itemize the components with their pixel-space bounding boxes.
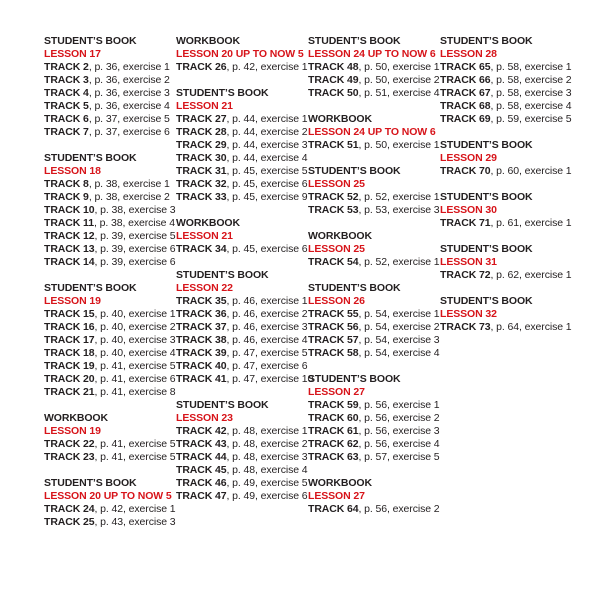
section-heading: STUDENT’S BOOK	[440, 139, 533, 151]
track-reference: , p. 48, exercise 3	[226, 451, 308, 463]
track-item	[176, 490, 313, 503]
track-item	[176, 373, 313, 386]
track-label: TRACK 17	[44, 334, 95, 346]
column-1	[44, 35, 176, 542]
lesson-title: LESSON 24 UP TO NOW 6	[308, 48, 436, 60]
track-reference: , p. 44, exercise 1	[226, 113, 308, 125]
lesson-title: LESSON 21	[176, 100, 233, 112]
track-reference: , p. 40, exercise 1	[94, 308, 176, 320]
track-label: TRACK 46	[176, 477, 227, 489]
track-reference: , p. 41, exercise 5	[94, 360, 176, 372]
track-item	[176, 139, 313, 152]
track-reference: , p. 38, exercise 1	[88, 178, 170, 190]
lesson-title: LESSON 20 UP TO NOW 5	[44, 490, 172, 502]
track-label: TRACK 55	[308, 308, 359, 320]
lesson-title: LESSON 19	[44, 295, 101, 307]
track-label: TRACK 68	[440, 100, 491, 112]
track-reference: , p. 45, exercise 6	[226, 178, 308, 190]
track-reference: , p. 40, exercise 3	[94, 334, 176, 346]
track-item	[44, 126, 176, 139]
track-reference: , p. 54, exercise 4	[358, 347, 440, 359]
lesson-title: LESSON 24 UP TO NOW 6	[308, 126, 436, 138]
track-label: TRACK 57	[308, 334, 359, 346]
lesson-title: LESSON 27	[308, 386, 365, 398]
column-2	[176, 35, 313, 516]
track-item	[176, 334, 313, 347]
track-label: TRACK 35	[176, 295, 227, 307]
track-item	[308, 61, 440, 74]
track-label: TRACK 32	[176, 178, 227, 190]
track-reference: , p. 56, exercise 1	[358, 399, 440, 411]
track-item	[176, 464, 313, 477]
lesson-title: LESSON 32	[440, 308, 497, 320]
track-item	[44, 373, 176, 386]
track-label: TRACK 6	[44, 113, 89, 125]
section-heading: STUDENT’S BOOK	[440, 295, 533, 307]
lesson-title: LESSON 22	[176, 282, 233, 294]
track-item	[44, 243, 176, 256]
track-label: TRACK 13	[44, 243, 95, 255]
track-label: TRACK 8	[44, 178, 89, 190]
track-item	[308, 425, 440, 438]
track-item	[44, 386, 176, 399]
track-reference: , p. 58, exercise 4	[490, 100, 572, 112]
track-item	[44, 113, 176, 126]
track-label: TRACK 51	[308, 139, 359, 151]
section-heading: WORKBOOK	[308, 230, 372, 242]
track-item	[176, 321, 313, 334]
track-item	[44, 321, 176, 334]
track-item	[176, 113, 313, 126]
track-reference: , p. 43, exercise 3	[94, 516, 176, 528]
track-item	[44, 178, 176, 191]
track-item	[44, 74, 176, 87]
track-label: TRACK 59	[308, 399, 359, 411]
track-label: TRACK 2	[44, 61, 89, 73]
track-label: TRACK 27	[176, 113, 227, 125]
track-reference: , p. 44, exercise 3	[226, 139, 308, 151]
track-label: TRACK 47	[176, 490, 227, 502]
track-label: TRACK 15	[44, 308, 95, 320]
track-reference: , p. 41, exercise 8	[94, 386, 176, 398]
track-label: TRACK 49	[308, 74, 359, 86]
section-heading: STUDENT’S BOOK	[176, 87, 269, 99]
track-reference: , p. 58, exercise 1	[490, 61, 572, 73]
track-reference: , p. 40, exercise 4	[94, 347, 176, 359]
track-item	[308, 503, 440, 516]
track-label: TRACK 12	[44, 230, 95, 242]
track-label: TRACK 33	[176, 191, 227, 203]
track-section	[176, 35, 313, 74]
track-item	[176, 451, 313, 464]
track-section	[44, 35, 176, 139]
track-label: TRACK 73	[440, 321, 491, 333]
track-label: TRACK 34	[176, 243, 227, 255]
track-label: TRACK 72	[440, 269, 491, 281]
track-reference: , p. 58, exercise 2	[490, 74, 572, 86]
track-item	[176, 477, 313, 490]
track-label: TRACK 62	[308, 438, 359, 450]
track-section	[176, 269, 313, 386]
track-item	[440, 61, 572, 74]
track-reference: , p. 39, exercise 6	[94, 243, 176, 255]
track-item	[308, 412, 440, 425]
track-label: TRACK 63	[308, 451, 359, 463]
track-label: TRACK 61	[308, 425, 359, 437]
lesson-title: LESSON 25	[308, 243, 365, 255]
track-label: TRACK 39	[176, 347, 227, 359]
track-reference: , p. 46, exercise 2	[226, 308, 308, 320]
track-reference: , p. 46, exercise 4	[226, 334, 308, 346]
track-label: TRACK 5	[44, 100, 89, 112]
track-reference: , p. 46, exercise 1	[226, 295, 308, 307]
track-label: TRACK 21	[44, 386, 95, 398]
track-reference: , p. 36, exercise 1	[88, 61, 170, 73]
track-section	[176, 217, 313, 256]
track-item	[44, 230, 176, 243]
track-label: TRACK 65	[440, 61, 491, 73]
track-reference: , p. 52, exercise 1	[358, 256, 440, 268]
track-item	[176, 438, 313, 451]
section-heading: WORKBOOK	[308, 113, 372, 125]
track-section	[44, 412, 176, 464]
track-label: TRACK 43	[176, 438, 227, 450]
track-reference: , p. 56, exercise 4	[358, 438, 440, 450]
track-label: TRACK 40	[176, 360, 227, 372]
lesson-title: LESSON 27	[308, 490, 365, 502]
track-section	[308, 230, 440, 269]
track-reference: , p. 59, exercise 5	[490, 113, 572, 125]
lesson-title: LESSON 25	[308, 178, 365, 190]
section-heading: WORKBOOK	[176, 35, 240, 47]
section-heading: STUDENT’S BOOK	[44, 152, 137, 164]
track-item	[44, 100, 176, 113]
track-item	[176, 152, 313, 165]
track-label: TRACK 9	[44, 191, 89, 203]
track-reference: , p. 47, exercise 6	[226, 360, 308, 372]
track-item	[308, 74, 440, 87]
track-item	[308, 308, 440, 321]
track-reference: , p. 64, exercise 1	[490, 321, 572, 333]
lesson-title: LESSON 18	[44, 165, 101, 177]
track-item	[44, 347, 176, 360]
track-reference: , p. 48, exercise 4	[226, 464, 308, 476]
track-label: TRACK 11	[44, 217, 94, 229]
track-item	[440, 321, 572, 334]
track-item	[44, 256, 176, 269]
track-reference: , p. 51, exercise 4	[358, 87, 440, 99]
track-label: TRACK 4	[44, 87, 89, 99]
section-heading: STUDENT’S BOOK	[308, 282, 401, 294]
track-reference: , p. 39, exercise 5	[94, 230, 176, 242]
track-reference: , p. 36, exercise 4	[88, 100, 170, 112]
track-label: TRACK 71	[440, 217, 491, 229]
section-heading: STUDENT’S BOOK	[308, 165, 401, 177]
track-item	[440, 269, 572, 282]
track-reference: , p. 44, exercise 2	[226, 126, 308, 138]
track-item	[440, 87, 572, 100]
track-item	[44, 503, 176, 516]
track-reference: , p. 50, exercise 2	[358, 74, 440, 86]
track-reference: , p. 45, exercise 5	[226, 165, 308, 177]
lesson-title: LESSON 23	[176, 412, 233, 424]
track-label: TRACK 3	[44, 74, 89, 86]
track-item	[44, 451, 176, 464]
track-item	[44, 87, 176, 100]
track-reference: , p. 54, exercise 1	[358, 308, 440, 320]
track-section	[440, 243, 572, 282]
track-item	[176, 308, 313, 321]
track-label: TRACK 50	[308, 87, 359, 99]
track-label: TRACK 29	[176, 139, 227, 151]
track-reference: , p. 41, exercise 5	[94, 451, 176, 463]
track-item	[308, 256, 440, 269]
track-label: TRACK 20	[44, 373, 95, 385]
track-item	[308, 191, 440, 204]
lesson-title: LESSON 29	[440, 152, 497, 164]
section-heading: STUDENT’S BOOK	[176, 399, 269, 411]
track-item	[44, 191, 176, 204]
track-label: TRACK 10	[44, 204, 95, 216]
track-section	[44, 282, 176, 399]
track-label: TRACK 38	[176, 334, 227, 346]
track-reference: , p. 54, exercise 3	[358, 334, 440, 346]
track-label: TRACK 48	[308, 61, 359, 73]
track-label: TRACK 52	[308, 191, 359, 203]
track-reference: , p. 37, exercise 6	[88, 126, 170, 138]
track-label: TRACK 19	[44, 360, 95, 372]
track-reference: , p. 38, exercise 2	[88, 191, 170, 203]
track-item	[440, 74, 572, 87]
track-label: TRACK 56	[308, 321, 359, 333]
lesson-title: LESSON 21	[176, 230, 233, 242]
track-label: TRACK 30	[176, 152, 227, 164]
track-item	[176, 295, 313, 308]
track-section	[308, 113, 440, 152]
track-section	[308, 35, 440, 100]
section-heading: STUDENT’S BOOK	[440, 191, 533, 203]
track-reference: , p. 56, exercise 2	[358, 503, 440, 515]
track-item	[44, 438, 176, 451]
section-heading: WORKBOOK	[176, 217, 240, 229]
section-heading: WORKBOOK	[44, 412, 108, 424]
lesson-title: LESSON 17	[44, 48, 101, 60]
track-reference: , p. 61, exercise 1	[490, 217, 572, 229]
track-item	[44, 61, 176, 74]
track-item	[308, 204, 440, 217]
section-heading: STUDENT’S BOOK	[176, 269, 269, 281]
track-reference: , p. 53, exercise 3	[358, 204, 440, 216]
track-reference: , p. 52, exercise 1	[358, 191, 440, 203]
track-label: TRACK 37	[176, 321, 227, 333]
lesson-title: LESSON 26	[308, 295, 365, 307]
track-section	[440, 295, 572, 334]
track-item	[308, 87, 440, 100]
track-reference: , p. 58, exercise 3	[490, 87, 572, 99]
track-reference: , p. 49, exercise 5	[226, 477, 308, 489]
track-item	[440, 100, 572, 113]
track-label: TRACK 24	[44, 503, 95, 515]
track-reference: , p. 44, exercise 4	[226, 152, 308, 164]
track-reference: , p. 45, exercise 6	[226, 243, 308, 255]
track-reference: , p. 50, exercise 1	[358, 139, 440, 151]
track-label: TRACK 58	[308, 347, 359, 359]
track-reference: , p. 56, exercise 2	[358, 412, 440, 424]
section-heading: STUDENT’S BOOK	[44, 282, 137, 294]
lesson-title: LESSON 30	[440, 204, 497, 216]
track-item	[308, 334, 440, 347]
track-item	[308, 438, 440, 451]
track-reference: , p. 60, exercise 1	[490, 165, 572, 177]
track-label: TRACK 64	[308, 503, 359, 515]
track-label: TRACK 22	[44, 438, 95, 450]
track-section	[176, 399, 313, 503]
track-label: TRACK 36	[176, 308, 227, 320]
track-item	[176, 61, 313, 74]
track-reference: , p. 38, exercise 3	[94, 204, 176, 216]
track-section	[440, 139, 572, 178]
track-section	[308, 282, 440, 360]
section-heading: STUDENT’S BOOK	[308, 35, 401, 47]
track-item	[44, 204, 176, 217]
track-item	[176, 347, 313, 360]
track-reference: , p. 46, exercise 3	[226, 321, 308, 333]
lesson-title: LESSON 19	[44, 425, 101, 437]
track-label: TRACK 16	[44, 321, 95, 333]
track-section	[176, 87, 313, 204]
section-heading: STUDENT’S BOOK	[440, 35, 533, 47]
track-section	[44, 477, 176, 529]
track-label: TRACK 18	[44, 347, 95, 359]
track-item	[176, 178, 313, 191]
track-reference: , p. 40, exercise 2	[94, 321, 176, 333]
track-item	[176, 191, 313, 204]
track-reference: , p. 42, exercise 1	[94, 503, 176, 515]
track-label: TRACK 31	[176, 165, 227, 177]
track-reference: , p. 39, exercise 6	[94, 256, 176, 268]
track-reference: , p. 41, exercise 5	[94, 438, 176, 450]
track-item	[440, 113, 572, 126]
track-reference: , p. 50, exercise 1	[358, 61, 440, 73]
track-section	[308, 165, 440, 217]
track-reference: , p. 49, exercise 6	[226, 490, 308, 502]
lesson-title: LESSON 20 UP TO NOW 5	[176, 48, 304, 60]
track-label: TRACK 44	[176, 451, 227, 463]
track-section	[308, 477, 440, 516]
section-heading: STUDENT’S BOOK	[44, 35, 137, 47]
track-label: TRACK 25	[44, 516, 95, 528]
track-item	[308, 321, 440, 334]
track-item	[176, 243, 313, 256]
track-label: TRACK 60	[308, 412, 359, 424]
track-label: TRACK 14	[44, 256, 95, 268]
track-reference: , p. 45, exercise 9	[226, 191, 308, 203]
column-3	[308, 35, 440, 529]
track-item	[44, 516, 176, 529]
track-label: TRACK 67	[440, 87, 491, 99]
track-label: TRACK 69	[440, 113, 491, 125]
track-label: TRACK 45	[176, 464, 227, 476]
track-item	[308, 451, 440, 464]
track-item	[176, 425, 313, 438]
track-item	[44, 334, 176, 347]
track-item	[44, 308, 176, 321]
track-reference: , p. 48, exercise 2	[226, 438, 308, 450]
section-heading: WORKBOOK	[308, 477, 372, 489]
track-label: TRACK 54	[308, 256, 359, 268]
track-item	[44, 360, 176, 373]
track-reference: , p. 62, exercise 1	[490, 269, 572, 281]
track-label: TRACK 53	[308, 204, 359, 216]
track-label: TRACK 41	[176, 373, 227, 385]
lesson-title: LESSON 28	[440, 48, 497, 60]
column-4	[440, 35, 572, 347]
track-reference: , p. 47, exercise 10	[226, 373, 314, 385]
lesson-title: LESSON 31	[440, 256, 497, 268]
track-reference: , p. 42, exercise 1	[226, 61, 308, 73]
track-section	[440, 35, 572, 126]
track-item	[176, 360, 313, 373]
track-reference: , p. 36, exercise 3	[88, 87, 170, 99]
track-reference: , p. 54, exercise 2	[358, 321, 440, 333]
track-item	[176, 165, 313, 178]
track-label: TRACK 7	[44, 126, 89, 138]
track-item	[308, 347, 440, 360]
track-label: TRACK 42	[176, 425, 227, 437]
section-heading: STUDENT’S BOOK	[440, 243, 533, 255]
track-reference: , p. 38, exercise 4	[93, 217, 175, 229]
track-label: TRACK 28	[176, 126, 227, 138]
track-reference: , p. 57, exercise 5	[358, 451, 440, 463]
track-item	[308, 399, 440, 412]
section-heading: STUDENT’S BOOK	[308, 373, 401, 385]
track-item	[308, 139, 440, 152]
track-item	[44, 217, 176, 230]
track-reference: , p. 36, exercise 2	[88, 74, 170, 86]
track-reference: , p. 37, exercise 5	[88, 113, 170, 125]
track-label: TRACK 26	[176, 61, 227, 73]
track-label: TRACK 70	[440, 165, 491, 177]
track-item	[440, 217, 572, 230]
track-reference: , p. 47, exercise 5	[226, 347, 308, 359]
track-label: TRACK 66	[440, 74, 491, 86]
section-heading: STUDENT’S BOOK	[44, 477, 137, 489]
track-item	[176, 126, 313, 139]
track-section	[308, 373, 440, 464]
track-reference: , p. 48, exercise 1	[226, 425, 308, 437]
track-item	[440, 165, 572, 178]
track-section	[44, 152, 176, 269]
track-label: TRACK 23	[44, 451, 95, 463]
track-reference: , p. 41, exercise 6	[94, 373, 176, 385]
track-reference: , p. 56, exercise 3	[358, 425, 440, 437]
track-section	[440, 191, 572, 230]
